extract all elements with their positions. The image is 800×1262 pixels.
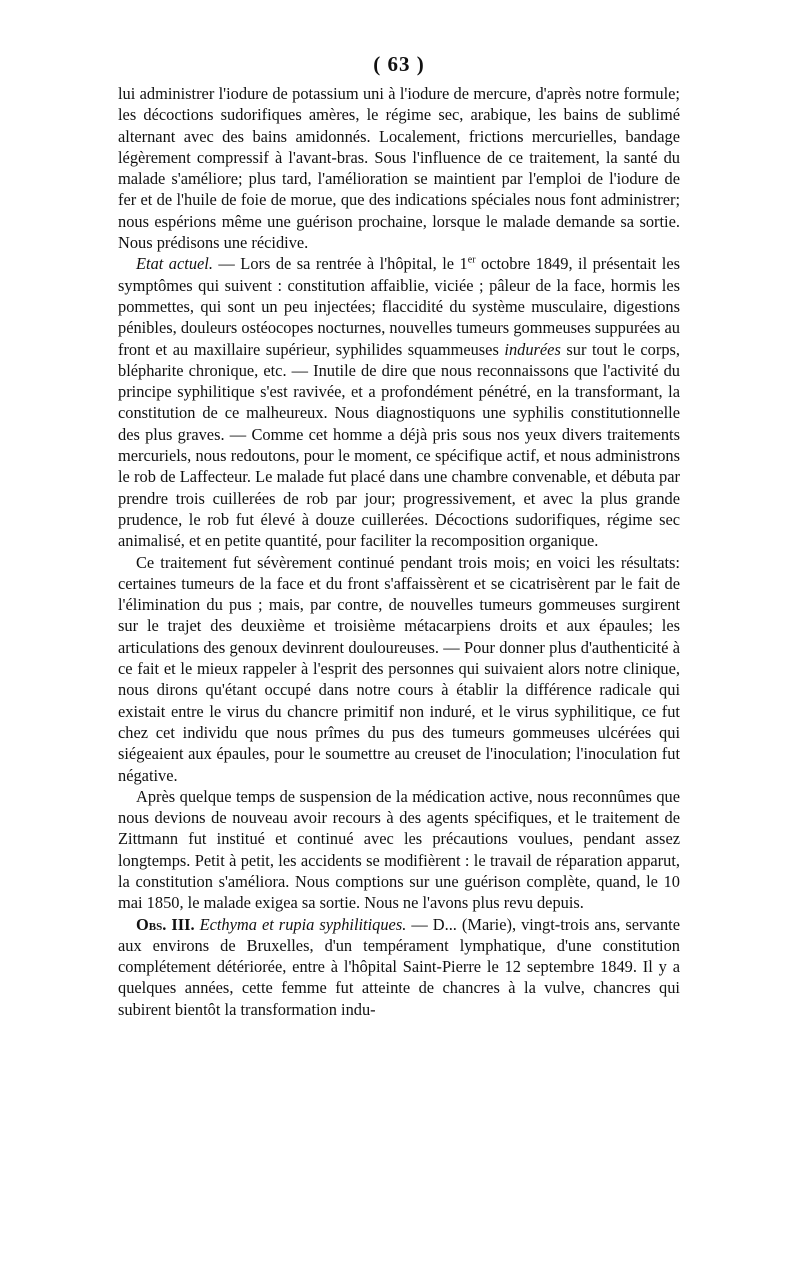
paragraph-text: octobre 1849, il présentait les symptômes qui suivent : constitution affaiblie, viciée ; pâleur de la face, hormis les pommettes, qui sont un peu injectées; flaccidité du système musculaire, digestions pénibles, douleurs ostéocopes nocturnes, nouvelles tumeurs gommeuses suppurées au front et au maxillaire supérieur, syphilides squammeuses (118, 254, 681, 359)
paragraph-zittmann-treatment: Après quelque temps de suspension de la médication active, nous reconnûmes que nous devions de nouveau avoir recours à des agents spécifiques, et le traitement de Zittmann fut institué et continué avec les précautions voulues, pendant assez longtemps. Petit à petit, les accidents se modifièrent : le travail de réparation apparut, la constitution s'améliora. Nous comptions sur une guérison complète, quand, le 10 mai 1850, le malade exigea sa sortie. Nous ne l'avons plus revu depuis. (118, 786, 680, 913)
observation-label: Obs. III. (136, 914, 195, 934)
paragraph-treatment-results: Ce traitement fut sévèrement continué pendant trois mois; en voici les résultats: certaines tumeurs de la face et du front s'affaissèrent et se cicatrisèrent par le fait de l'élimination du pus ; mais, par contre, de nouvelles tumeurs gommeuses surgirent sur le trajet des deuxième et troisième métacarpiens droits et aux épaules; les articulations des genoux devinrent douloureuses. — Pour donner plus d'authenticité à ce fait et le mieux rappeler à l'esprit des personnes qui suivaient alors notre clinique, nous dirons qu'étant occupé dans notre cours à établir la différence radicale qui existait entre le virus du chancre primitif non induré, et le virus syphilitique, ce fut chez cet individu que nous prîmes du pus des tumeurs gommeuses ulcérées qui siégeaient aux épaules, pour le soumettre au creuset de l'inoculation; l'inoculation fut négative. (118, 552, 680, 785)
superscript-er: er (467, 254, 476, 266)
paragraph-text: — D... (Marie), vingt-trois ans, servante aux environs de Bruxelles, d'un tempérament lymphatique, d'une constitution complétement détériorée, entre à l'hôpital Saint-Pierre le 12 septembre 1849. Il y a quelques années, cette femme fut atteinte de chancres à la vulve, chancres qui subirent bientôt la transformation indu- (118, 914, 680, 1019)
paragraph-observation-three (118, 914, 680, 1020)
paragraph-treatment-summary: lui administrer l'iodure de potassium uni à l'iodure de mercure, d'après notre formule; les décoctions sudorifiques amères, le régime sec, arabique, les bains de sublimé alternant avec des bains amidonnés. Localement, frictions mercurielles, bandage légèrement compressif à l'avant-bras. Sous l'influence de ce traitement, la santé du malade s'améliore; plus tard, l'amélioration se maintient par l'emploi de l'iodure de fer et de l'huile de foie de morue, que des indications spéciales nous font administrer; nous espérions même une guérison prochaine, lorsque le malade demande sa sortie. Nous prédisons une récidive. (118, 84, 680, 253)
book-page (118, 52, 680, 1020)
paragraph-etat-actuel (118, 253, 680, 551)
emphasis-indurees: indurées (504, 339, 561, 359)
page-number: ( 63 ) (373, 52, 425, 76)
section-label-etat-actuel: Etat actuel. (136, 254, 213, 274)
paragraph-text: — Lors de sa rentrée à l'hôpital, le 1 (212, 254, 468, 274)
observation-title: Ecthyma et rupia syphilitiques. (194, 914, 407, 934)
paragraph-text: sur tout le corps, blépharite chronique, etc. — Inutile de dire que nous reconnaissons que l'activité du principe syphilitique s'est ravivée, et a profondément pénétré, en la transformant, la constitution de ce malheureux. Nous diagnostiquons une syphilis constitutionnelle des plus graves. — Comme cet homme a déjà pris sous nos yeux divers traitements mercuriels, nous redoutons, pour le moment, ce spécifique actif, et nous administrons le rob de Laffecteur. Le malade fut placé dans une chambre convenable, et débuta par prendre trois cuillerées de rob par jour; progressivement, et avec la plus grande prudence, le rob fut élevé à douze cuillerées. Décoctions sudorifiques, régime sec animalisé, et en petite quantité, pour faciliter la recomposition organique. (118, 339, 680, 551)
